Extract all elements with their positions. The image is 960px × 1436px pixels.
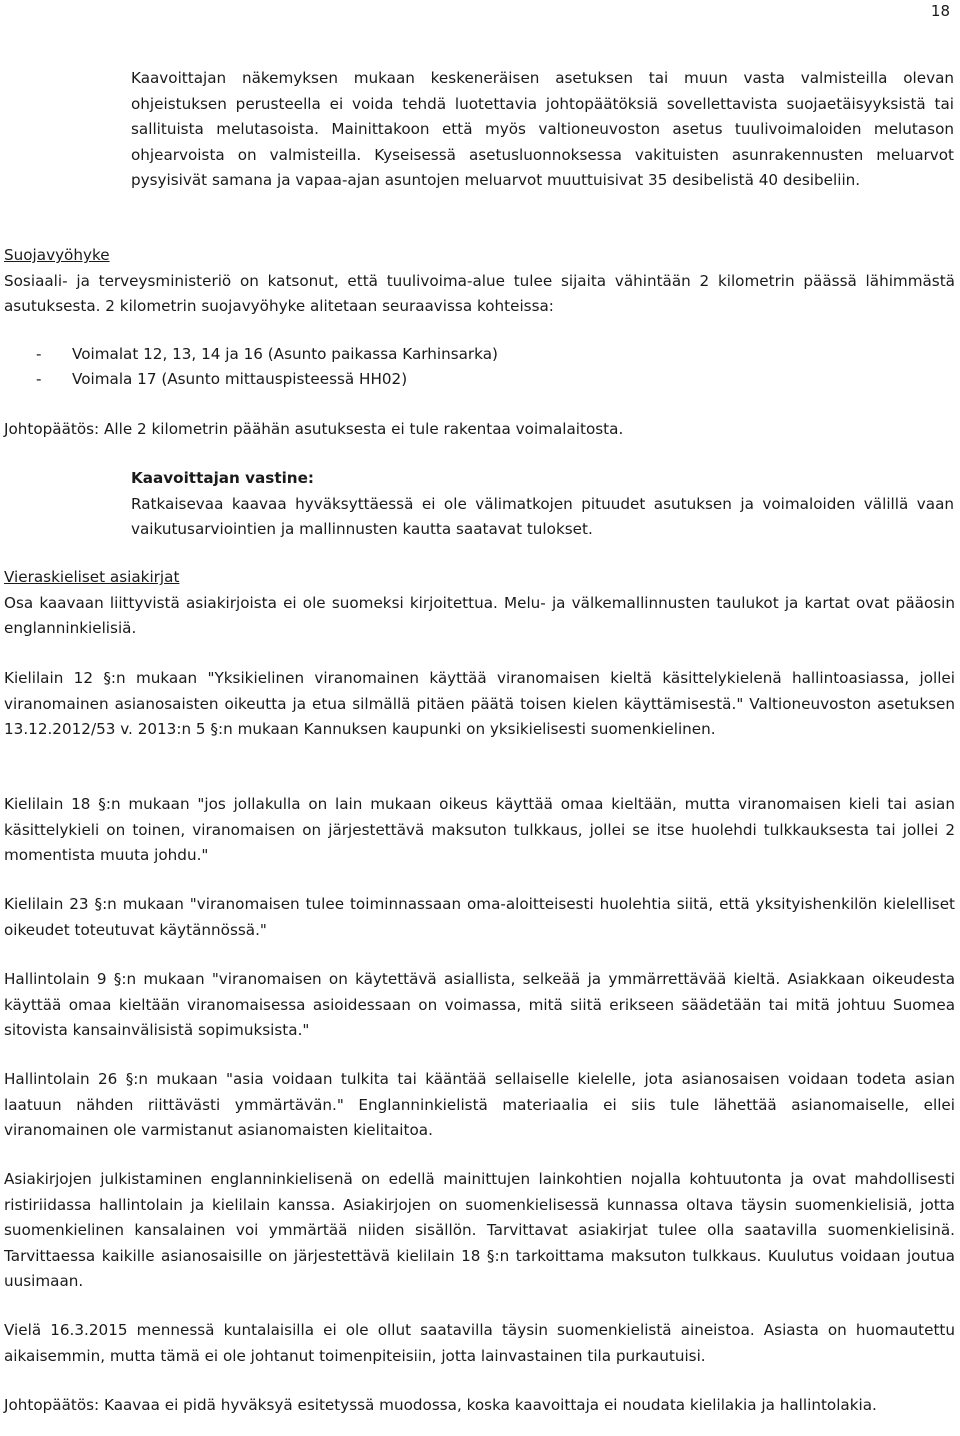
list-item: - Voimala 17 (Asunto mittauspisteessä HH02) [36,370,408,388]
page-number: 18 [930,2,950,20]
intro-paragraph: Kaavoittajan näkemyksen mukaan keskeneräisen asetuksen tai muun vasta valmisteilla olevan ohjeistuksen perusteella ei voida tehdä luotettavia johtopäätöksiä sovellettavista suojaetäisyyksistä tai sallituista melutasoista. Mainittakoon että myös valtioneuvoston asetus tuulivoimaloiden melutason ohjearvoista on valmisteilla. Kyseisessä asetusluonnoksessa vakituisten asunrakennusten meluarvot pysyisivät samana ja vapaa-ajan asuntojen meluarvot muuttuisivat 35 desibelistä 40 desibeliin. [131,69,954,190]
paragraph-kielilaki-12: Kielilain 12 §:n mukaan "Yksikielinen viranomainen käyttää viranomaisen kieltä käsittelykielenä hallintoasiassa, jollei viranomainen asianosaisten oikeutta ja etua silmällä pitäen päätä toisen kielen käyttämisestä." Valtioneuvoston asetuksen 13.12.2012/53 v. 2013:n 5 §:n mukaan Kannuksen kaupunki on yksikielisesti suomenkielinen. [4,669,955,739]
vieraskieliset-heading: Vieraskieliset asiakirjat [4,568,180,586]
paragraph-julkistaminen: Asiakirjojen julkistaminen englanninkielisenä on edellä mainittujen lainkohtien nojalla kohtuutonta ja ovat mahdollisesti ristiriidassa hallintolain ja kielilain kanssa. Asiakirjojen on suomenkielisessä kunnassa oltava täysin suomenkielisiä, jotta suomenkielinen kansalainen voi ymmärtää niiden sisällön. Tarvittavat asiakirjat tulee olla saatavilla suomenkielisinä. Tarvittaessa kaikille asianosaisille on järjestettävä kielilain 18 §:n tarkoittama maksuton tulkkaus. Kuulutus voidaan joutua uusimaan. [4,1170,955,1291]
suojavyohyke-text: Sosiaali- ja terveysministeriö on katsonut, että tuulivoima-alue tulee sijaita vähintään 2 kilometrin päässä lähimmästä asutuksesta. 2 kilometrin suojavyöhyke alitetaan seuraavissa kohteissa: [4,271,955,316]
paragraph-hallintolaki-26: Hallintolain 26 §:n mukaan "asia voidaan tulkita tai kääntää sellaiselle kielelle, jota asianosaisen voidaan todeta asian laatuun nähden riittävästi ymmärtävän." Englanninkielistä materiaalia ei siis tule lähettää asianomaiselle, ellei viranomainen ole varmistanut asianomaisten kielitaitoa. [4,1070,955,1140]
vieraskieliset-p1: Osa kaavaan liittyvistä asiakirjoista ei ole suomeksi kirjoitettua. Melu- ja välkemallinnusten taulukot ja kartat ovat pääosin englanninkielisiä. [4,593,955,638]
paragraph-kielilaki-23: Kielilain 23 §:n mukaan "viranomaisen tulee toiminnassaan oma-aloitteisesti huolehtia siitä, että yksityishenkilön kielelliset oikeudet toteutuvat käytännössä." [4,895,955,939]
response-text: Ratkaisevaa kaavaa hyväksyttäessä ei ole välimatkojen pituudet asutuksen ja voimaloiden välillä vaan vaikutusarviointien ja mallinnusten kautta saatavat tulokset. [131,494,954,539]
vieraskieliset-conclusion: Johtopäätös: Kaavaa ei pidä hyväksyä esitetyssä muodossa, koska kaavoittaja ei noudata kielilakia ja hallintolakia. [4,1396,877,1414]
list-item: - Voimalat 12, 13, 14 ja 16 (Asunto paikassa Karhinsarka) [36,345,498,363]
response-heading: Kaavoittajan vastine: [131,469,314,487]
vieraskieliset-section [4,565,955,642]
paragraph-hallintolaki-9: Hallintolain 9 §:n mukaan "viranomaisen on käytettävä asiallista, selkeää ja ymmärrettävää kieltä. Asiakkaan oikeudesta käyttää omaa kieltään viranomaisessa asioidessaan on voimassa, mitä siitä erikseen säädetään tai mitä johtuu Suomea sitovista kansainvälisistä sopimuksista." [4,970,955,1040]
paragraph-aineisto: Vielä 16.3.2015 mennessä kuntalaisilla ei ole ollut saatavilla täysin suomenkielistä aineistoa. Asiasta on huomautettu aikaisemmin, mutta tämä ei ole johtanut toimenpiteisiin, jotta lainvastainen tila purkautuisi. [4,1321,955,1365]
suojavyohyke-heading: Suojavyöhyke [4,246,110,264]
response-section [131,466,954,543]
paragraph-kielilaki-18: Kielilain 18 §:n mukaan "jos jollakulla on lain mukaan oikeus käyttää omaa kieltään, mutta viranomaisen kieli tai asian käsittelykieli on toinen, viranomaisen on järjestettävä maksuton tulkkaus, jollei se itse huolehdi tulkkauksesta tai jollei 2 momentista muuta johdu." [4,795,955,865]
suojavyohyke-section [4,243,955,320]
suojavyohyke-conclusion: Johtopäätös: Alle 2 kilometrin päähän asutuksesta ei tule rakentaa voimalaitosta. [4,420,624,438]
